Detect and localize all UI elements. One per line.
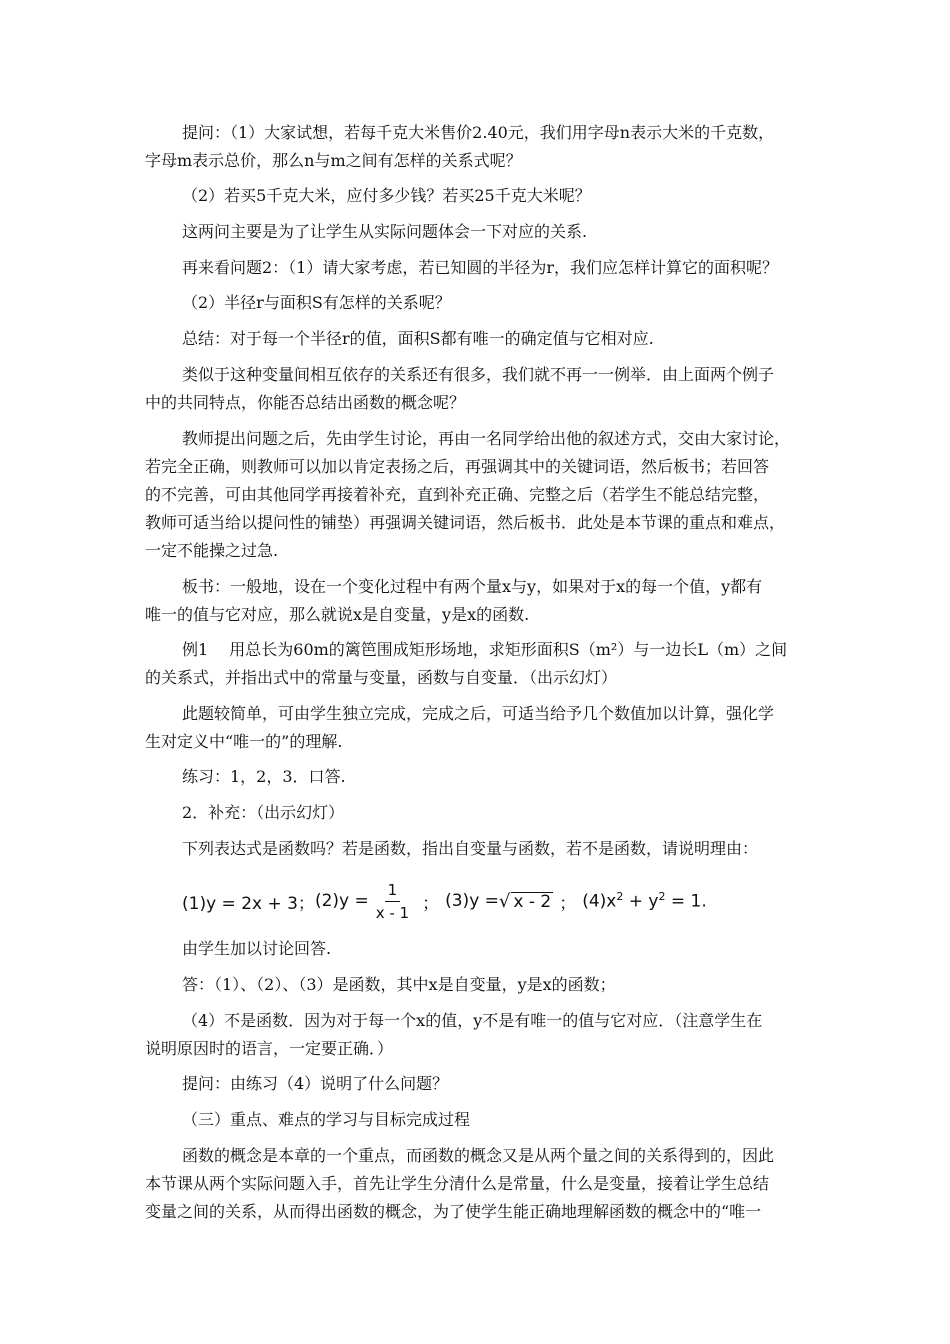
formula-item-1: (1)y = 2x + 3； — [182, 893, 315, 914]
paragraph-line: 生对定义中“唯一的”的理解. — [145, 732, 343, 751]
paragraph-line: 教师提出问题之后，先由学生讨论，再由一名同学给出他的叙述方式，交由大家讨论， — [182, 429, 791, 448]
paragraph-line: 字母m表示总价，那么n与m之间有怎样的关系式呢？ — [145, 151, 522, 170]
formula-item-4-rhs: = 1. — [665, 891, 707, 912]
formula-separator: ； — [422, 893, 440, 914]
paragraph-line: 函数的概念是本章的一个重点，而函数的概念又是从两个量之间的关系得到的，因此 — [182, 1146, 775, 1165]
square-root-icon: √ — [498, 890, 511, 912]
paragraph-line: 若完全正确，则教师可以加以肯定表扬之后，再强调其中的关键词语，然后板书；若回答 — [145, 457, 770, 476]
radicand: x - 2 — [513, 891, 552, 912]
paragraph-line: 这两问主要是为了让学生从实际问题体会一下对应的关系. — [182, 222, 588, 241]
paragraph-line: 变量之间的关系，从而得出函数的概念，为了使学生能正确地理解函数的概念中的“唯一 — [145, 1202, 762, 1221]
paragraph-line: 本节课从两个实际问题入手，首先让学生分清什么是常量，什么是变量，接着让学生总结 — [145, 1174, 770, 1193]
function-examples-formula — [182, 876, 707, 926]
paragraph-line: 此题较简单，可由学生独立完成，完成之后，可适当给予几个数值加以计算，强化学 — [182, 704, 775, 723]
paragraph-line: 练习：1，2，3．口答. — [182, 767, 346, 786]
paragraph-line: 一定不能操之过急. — [145, 541, 279, 560]
paragraph-line: 教师可适当给以提问性的铺垫）再强调关键词语，然后板书．此处是本节课的重点和难点， — [145, 513, 786, 532]
paragraph-line: 答：（1）、（2）、（3）是函数，其中x是自变量，y是x的函数； — [182, 975, 616, 994]
exponent: 2 — [658, 890, 666, 904]
formula-item-4 — [582, 890, 707, 912]
paragraph-line: 唯一的值与它对应，那么就说x是自变量，y是x的函数. — [145, 605, 530, 624]
fraction-denominator: x - 1 — [375, 903, 410, 922]
formula-item-4-term-x: (4)x — [582, 891, 617, 912]
paragraph-line: 说明原因时的语言，一定要正确．） — [145, 1039, 394, 1058]
paragraph-line: 再来看问题2：（1）请大家考虑，若已知圆的半径为r，我们应怎样计算它的面积呢？ — [182, 258, 779, 277]
exponent: 2 — [616, 890, 624, 904]
paragraph-line: 的不完善，可由其他同学再接着补充，直到补充正确、完整之后（若学生不能总结完整， — [145, 485, 770, 504]
paragraph-line: 类似于这种变量间相互依存的关系还有很多，我们就不再一一例举．由上面两个例子 — [182, 365, 775, 384]
paragraph-line: 中的共同特点，你能否总结出函数的概念呢？ — [145, 393, 466, 412]
paragraph-line: 板书：一般地，设在一个变化过程中有两个量x与y，如果对于x的每一个值，y都有 — [182, 577, 763, 596]
paragraph-line: 总结：对于每一个半径r的值，面积S都有唯一的确定值与它相对应. — [182, 329, 654, 348]
paragraph-line: 提问：（1）大家试想，若每千克大米售价2.40元，我们用字母n表示大米的千克数， — [182, 123, 775, 142]
paragraph-line: 由学生加以讨论回答. — [182, 939, 332, 958]
fraction — [373, 881, 412, 922]
paragraph-line: （2）半径r与面积S有怎样的关系呢？ — [182, 293, 451, 312]
formula-item-3-lhs: (3)y = — [445, 891, 499, 911]
paragraph-line: 提问：由练习（4）说明了什么问题？ — [182, 1074, 449, 1093]
paragraph-line: 的关系式，并指出式中的常量与变量，函数与自变量．（出示幻灯） — [145, 668, 618, 687]
formula-separator: ； — [559, 893, 577, 914]
paragraph-line: 例1 用总长为60m的篱笆围成矩形场地，求矩形面积S（m²）与一边长L（m）之间 — [182, 640, 788, 659]
paragraph-line: 2．补充：（出示幻灯） — [182, 803, 345, 822]
paragraph-line: （4）不是函数．因为对于每一个x的值，y不是有唯一的值与它对应．（注意学生在 — [182, 1011, 763, 1030]
section-heading: （三）重点、难点的学习与目标完成过程 — [182, 1110, 471, 1129]
paragraph-line: 下列表达式是函数吗？若是函数，指出自变量与函数，若不是函数，请说明理由： — [182, 839, 759, 858]
formula-item-2-lhs: (2)y = — [314, 891, 369, 911]
formula-item-4-term-y: + y — [623, 891, 659, 912]
fraction-numerator: 1 — [385, 881, 401, 902]
paragraph-line: （2）若买5千克大米，应付多少钱？若买25千克大米呢？ — [182, 186, 591, 205]
